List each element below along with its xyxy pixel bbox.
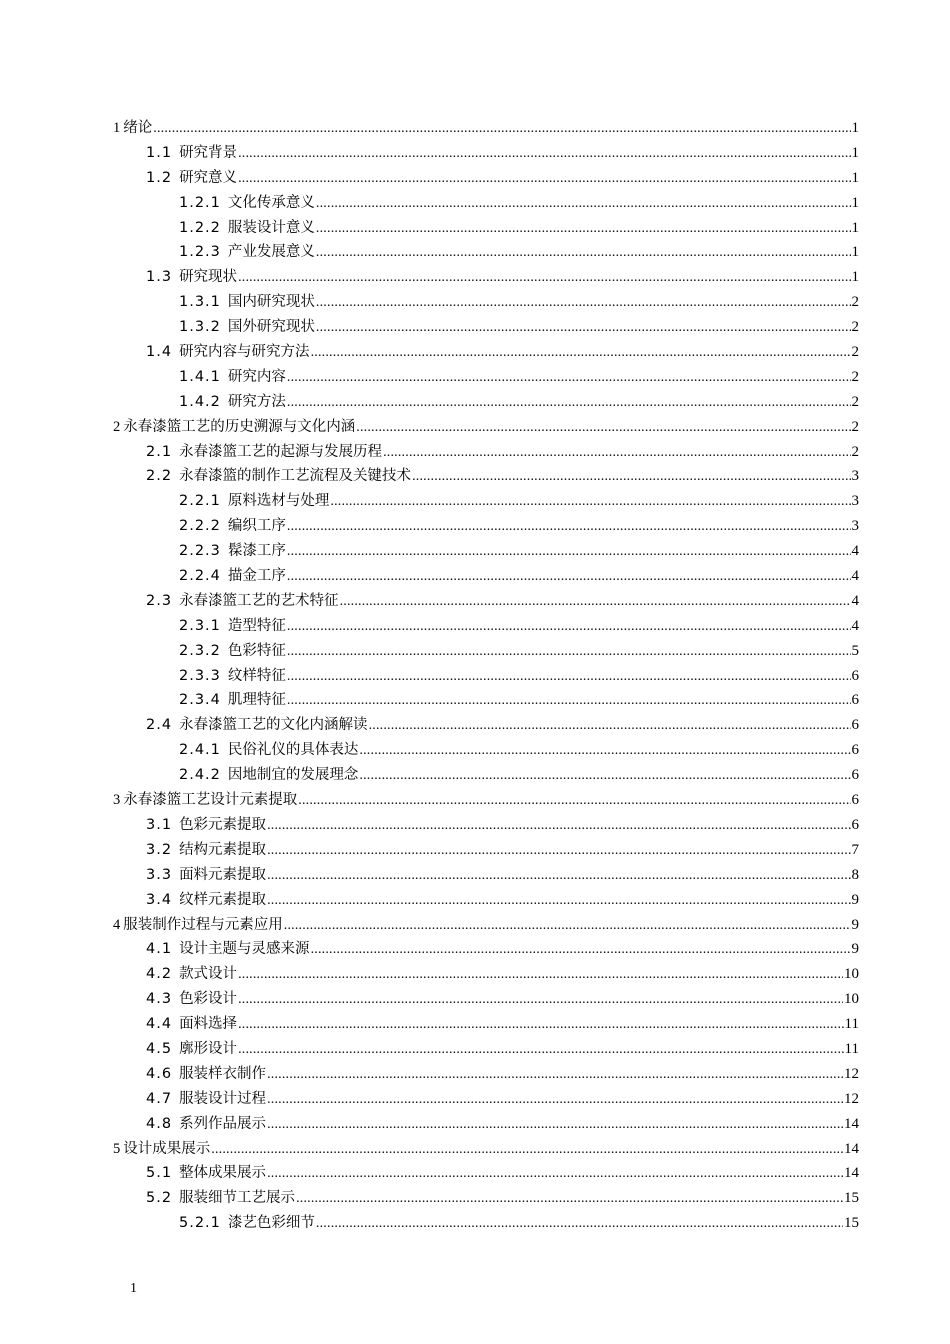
toc-entry-title: 研究背景	[179, 144, 238, 161]
toc-entry-label	[179, 763, 358, 788]
toc-entry-label	[146, 340, 310, 365]
toc-entry-number: 4.8	[146, 1115, 173, 1132]
toc-entry-number: 3.1	[146, 816, 173, 833]
toc-entry-title: 民俗礼仪的具体表达	[227, 742, 359, 759]
toc-entry-label	[179, 240, 315, 265]
toc-entry-label	[146, 863, 266, 888]
toc-dot-leader	[238, 1012, 843, 1038]
toc-dot-leader	[267, 863, 850, 889]
toc-entry-page: 2	[851, 393, 859, 410]
toc-entry-label	[113, 1137, 210, 1162]
toc-dot-leader	[316, 191, 851, 217]
toc-entry-label	[179, 539, 286, 564]
toc-entry-number: 2.2.4	[179, 568, 221, 585]
toc-entry-page: 6	[851, 792, 859, 809]
toc-dot-leader	[153, 116, 850, 142]
toc-dot-leader	[238, 1037, 843, 1063]
toc-dot-leader	[316, 240, 851, 266]
toc-entry-number: 4.7	[146, 1090, 173, 1107]
toc-dot-leader	[330, 489, 850, 515]
toc-entry[interactable]	[113, 1112, 859, 1137]
toc-entry-label	[146, 838, 266, 863]
page-number: 1	[130, 1281, 137, 1296]
toc-entry[interactable]	[113, 365, 859, 390]
toc-entry-number: 1.3.1	[179, 294, 221, 311]
toc-entry-page: 15	[844, 1215, 859, 1232]
toc-entry[interactable]	[113, 464, 859, 489]
toc-entry-label	[146, 589, 339, 614]
toc-entry[interactable]	[113, 216, 859, 241]
toc-dot-leader	[287, 639, 851, 665]
toc-entry-number: 2.3.3	[179, 667, 221, 684]
toc-entry-number: 5.1	[146, 1165, 173, 1182]
toc-entry[interactable]	[113, 763, 859, 788]
toc-entry[interactable]	[113, 1062, 859, 1087]
toc-entry[interactable]	[113, 415, 859, 440]
toc-dot-leader	[356, 415, 850, 441]
toc-entry-title: 面料选择	[179, 1016, 238, 1033]
toc-entry[interactable]	[113, 191, 859, 216]
toc-entry[interactable]	[113, 838, 859, 863]
toc-entry-page: 6	[851, 742, 859, 759]
toc-entry-title: 色彩元素提取	[179, 816, 267, 833]
toc-entry-number: 3.2	[146, 841, 173, 858]
toc-entry-title: 系列作品展示	[179, 1115, 267, 1132]
toc-entry-page: 1	[851, 120, 859, 136]
toc-dot-leader	[287, 688, 851, 714]
toc-entry-label	[179, 390, 286, 415]
toc-entry-page: 2	[851, 418, 859, 435]
toc-dot-leader	[369, 713, 851, 739]
toc-entry[interactable]	[113, 564, 859, 589]
toc-entry-label	[113, 913, 283, 938]
toc-entry[interactable]	[113, 688, 859, 713]
toc-entry-number: 3.3	[146, 866, 173, 883]
toc-entry-label	[146, 1186, 295, 1211]
toc-entry-title: 色彩设计	[179, 991, 238, 1008]
toc-entry-title: 服装设计过程	[179, 1090, 267, 1107]
toc-dot-leader	[238, 962, 843, 988]
toc-entry-title: 研究内容	[227, 368, 286, 385]
toc-entry-label	[146, 1161, 266, 1186]
toc-dot-leader	[316, 216, 851, 242]
toc-dot-leader	[287, 614, 851, 640]
toc-dot-leader	[238, 265, 850, 291]
toc-entry-title: 编织工序	[227, 518, 286, 535]
toc-entry-page: 14	[844, 1140, 859, 1157]
toc-entry-title: 色彩特征	[227, 642, 286, 659]
toc-entry-number: 2.4.2	[179, 767, 221, 784]
toc-entry-label	[179, 365, 286, 390]
toc-entry-title: 研究方法	[227, 393, 286, 410]
toc-entry-page: 6	[851, 667, 859, 684]
toc-entry[interactable]	[113, 913, 859, 938]
toc-entry-page: 12	[844, 1090, 859, 1107]
toc-entry-label	[146, 166, 237, 191]
toc-entry-label	[179, 1211, 315, 1236]
toc-entry-title: 设计成果展示	[123, 1140, 211, 1157]
toc-entry-page: 9	[851, 941, 859, 958]
toc-entry-number: 2.4	[146, 717, 173, 734]
toc-entry-page: 3	[851, 468, 859, 485]
toc-entry-number: 2.2.3	[179, 543, 221, 560]
toc-entry-label	[146, 962, 237, 987]
toc-entry-label	[113, 415, 355, 440]
toc-entry-number: 4.1	[146, 941, 173, 958]
toc-entry-label	[146, 440, 382, 465]
toc-entry[interactable]	[113, 315, 859, 340]
toc-entry[interactable]	[113, 614, 859, 639]
toc-entry-title: 研究内容与研究方法	[179, 344, 310, 361]
toc-entry-title: 漆艺色彩细节	[227, 1215, 315, 1232]
toc-entry-number: 5.2.1	[179, 1215, 221, 1232]
toc-entry-page: 12	[844, 1065, 859, 1082]
toc-entry[interactable]	[113, 240, 859, 265]
toc-entry-title: 研究意义	[179, 169, 238, 186]
toc-entry[interactable]	[113, 340, 859, 365]
toc-entry[interactable]	[113, 166, 859, 191]
toc-entry-number: 4.6	[146, 1065, 173, 1082]
toc-entry-label	[146, 265, 237, 290]
toc-entry-label	[146, 1062, 266, 1087]
toc-entry-number: 1.2.3	[179, 244, 221, 261]
toc-entry-title: 髹漆工序	[227, 543, 286, 560]
toc-entry-number: 1	[113, 120, 121, 136]
toc-entry-label	[146, 1012, 237, 1037]
toc-entry-number: 2.2.2	[179, 518, 221, 535]
toc-entry-title: 面料元素提取	[179, 866, 267, 883]
toc-entry-page: 11	[844, 1016, 859, 1033]
toc-entry[interactable]	[113, 888, 859, 913]
toc-entry[interactable]	[113, 390, 859, 415]
toc-entry-title: 永春漆篮的制作工艺流程及关键技术	[179, 468, 412, 485]
toc-entry-page: 10	[844, 991, 859, 1008]
toc-entry-label	[179, 738, 358, 763]
toc-dot-leader	[359, 763, 850, 789]
toc-entry[interactable]	[113, 1012, 859, 1037]
toc-entry-label	[179, 688, 286, 713]
toc-entry[interactable]	[113, 514, 859, 539]
toc-dot-leader	[287, 564, 851, 590]
toc-dot-leader	[284, 913, 851, 939]
toc-entry-page: 6	[851, 692, 859, 709]
toc-entry-number: 2.3.4	[179, 692, 221, 709]
toc-dot-leader	[340, 589, 851, 615]
toc-entry-page: 3	[851, 518, 859, 535]
toc-entry-label	[146, 713, 368, 738]
toc-entry-page: 4	[851, 543, 859, 560]
toc-dot-leader	[316, 1211, 843, 1237]
toc-entry[interactable]	[113, 987, 859, 1012]
toc-entry-number: 4	[113, 916, 121, 933]
toc-entry-title: 永春漆篮工艺的艺术特征	[179, 592, 339, 609]
toc-entry-title: 廓形设计	[179, 1040, 238, 1057]
toc-entry-page: 2	[851, 319, 859, 336]
toc-entry-page: 1	[851, 219, 859, 236]
toc-entry[interactable]	[113, 290, 859, 315]
toc-entry-number: 1.2.2	[179, 219, 221, 236]
toc-entry-label	[179, 489, 329, 514]
toc-entry[interactable]	[113, 539, 859, 564]
toc-entry-title: 造型特征	[227, 617, 286, 634]
toc-entry[interactable]	[113, 1137, 859, 1162]
toc-entry-title: 因地制宜的发展理念	[227, 767, 359, 784]
toc-entry-label	[179, 290, 315, 315]
toc-entry-label	[179, 315, 315, 340]
toc-entry-title: 产业发展意义	[227, 244, 315, 261]
toc-entry-title: 服装细节工艺展示	[179, 1190, 296, 1207]
table-of-contents	[113, 116, 859, 1236]
toc-entry-label	[146, 1037, 237, 1062]
toc-entry-number: 2.2	[146, 468, 173, 485]
toc-entry-label	[179, 514, 286, 539]
toc-entry-page: 6	[851, 767, 859, 784]
toc-entry-label	[146, 987, 237, 1012]
toc-entry-page: 2	[851, 294, 859, 311]
toc-entry-page: 11	[844, 1040, 859, 1057]
toc-entry[interactable]	[113, 962, 859, 987]
toc-entry[interactable]	[113, 1087, 859, 1112]
toc-entry[interactable]	[113, 265, 859, 290]
toc-entry-number: 1.1	[146, 144, 173, 161]
toc-dot-leader	[287, 664, 851, 690]
toc-entry-page: 5	[851, 642, 859, 659]
toc-entry-number: 1.3	[146, 269, 173, 286]
toc-dot-leader	[287, 539, 851, 565]
toc-dot-leader	[267, 813, 850, 839]
toc-entry-number: 2.4.1	[179, 742, 221, 759]
toc-entry[interactable]	[113, 738, 859, 763]
toc-entry-number: 4.2	[146, 966, 173, 983]
toc-entry-number: 3	[113, 792, 121, 809]
toc-entry[interactable]	[113, 440, 859, 465]
toc-entry-title: 结构元素提取	[179, 841, 267, 858]
toc-entry-page: 6	[851, 816, 859, 833]
toc-entry-page: 2	[851, 443, 859, 460]
toc-entry-label	[179, 564, 286, 589]
toc-entry-label	[146, 1112, 266, 1137]
toc-entry[interactable]	[113, 713, 859, 738]
toc-entry-label	[179, 191, 315, 216]
toc-entry-page: 2	[851, 368, 859, 385]
toc-entry-page: 14	[844, 1115, 859, 1132]
toc-dot-leader	[267, 1161, 843, 1187]
toc-dot-leader	[267, 838, 850, 864]
toc-dot-leader	[383, 440, 850, 466]
toc-entry[interactable]	[113, 863, 859, 888]
toc-entry-label	[179, 614, 286, 639]
toc-entry-page: 15	[844, 1190, 859, 1207]
toc-entry-page: 4	[851, 617, 859, 634]
toc-dot-leader	[359, 738, 850, 764]
toc-entry-number: 1.4	[146, 344, 173, 361]
toc-entry-title: 服装设计意义	[227, 219, 315, 236]
toc-entry-page: 10	[844, 966, 859, 983]
toc-entry-page: 4	[851, 568, 859, 585]
toc-entry[interactable]	[113, 1211, 859, 1236]
toc-dot-leader	[287, 514, 851, 540]
toc-dot-leader	[311, 340, 851, 366]
toc-entry[interactable]	[113, 1037, 859, 1062]
toc-entry-title: 纹样元素提取	[179, 891, 267, 908]
toc-dot-leader	[296, 1186, 843, 1212]
toc-entry-title: 款式设计	[179, 966, 238, 983]
toc-entry[interactable]	[113, 937, 859, 962]
toc-entry-number: 1.2	[146, 169, 173, 186]
toc-dot-leader	[267, 1112, 843, 1138]
toc-dot-leader	[267, 1087, 843, 1113]
toc-entry[interactable]	[113, 1161, 859, 1186]
toc-entry-title: 永春漆篮工艺的文化内涵解读	[179, 717, 368, 734]
toc-entry-label	[146, 141, 237, 166]
toc-dot-leader	[311, 937, 851, 963]
toc-entry-title: 国外研究现状	[227, 319, 315, 336]
toc-entry-number: 1.4.1	[179, 368, 221, 385]
toc-entry-page: 8	[851, 866, 859, 883]
toc-entry-number: 1.2.1	[179, 194, 221, 211]
toc-entry-page: 1	[851, 144, 859, 161]
toc-dot-leader	[298, 788, 850, 814]
toc-entry-page: 1	[851, 194, 859, 211]
toc-entry[interactable]	[113, 116, 859, 141]
toc-entry-title: 绪论	[123, 120, 153, 136]
toc-entry-title: 描金工序	[227, 568, 286, 585]
toc-dot-leader	[267, 888, 850, 914]
toc-entry-title: 国内研究现状	[227, 294, 315, 311]
toc-entry-number: 2.3	[146, 592, 173, 609]
toc-entry-number: 2	[113, 418, 121, 435]
toc-dot-leader	[287, 390, 851, 416]
toc-entry[interactable]	[113, 589, 859, 614]
toc-entry[interactable]	[113, 813, 859, 838]
toc-entry-number: 2.3.2	[179, 642, 221, 659]
toc-entry-title: 永春漆篮工艺的历史溯源与文化内涵	[123, 418, 356, 435]
toc-entry-title: 研究现状	[179, 269, 238, 286]
toc-entry-number: 2.2.1	[179, 493, 221, 510]
toc-entry-number: 4.4	[146, 1016, 173, 1033]
toc-entry[interactable]	[113, 1186, 859, 1211]
toc-entry-label	[146, 937, 310, 962]
toc-entry-label	[146, 888, 266, 913]
toc-entry-label	[113, 116, 152, 141]
toc-entry-number: 4.5	[146, 1040, 173, 1057]
toc-entry-title: 文化传承意义	[227, 194, 315, 211]
toc-entry-page: 1	[851, 169, 859, 186]
toc-dot-leader	[238, 141, 850, 167]
toc-entry-title: 肌理特征	[227, 692, 286, 709]
toc-entry-label	[113, 788, 297, 813]
toc-entry-title: 永春漆篮工艺的起源与发展历程	[179, 443, 383, 460]
toc-entry[interactable]	[113, 489, 859, 514]
toc-dot-leader	[316, 315, 851, 341]
toc-entry[interactable]	[113, 639, 859, 664]
toc-entry-label	[146, 464, 411, 489]
toc-dot-leader	[238, 166, 850, 192]
toc-entry[interactable]	[113, 664, 859, 689]
toc-dot-leader	[412, 464, 850, 490]
toc-entry[interactable]	[113, 788, 859, 813]
toc-dot-leader	[267, 1062, 843, 1088]
toc-dot-leader	[211, 1137, 843, 1163]
toc-entry-title: 整体成果展示	[179, 1165, 267, 1182]
toc-entry-label	[179, 216, 315, 241]
toc-entry-page: 2	[851, 344, 859, 361]
toc-entry-page: 1	[851, 244, 859, 261]
toc-entry-page: 9	[851, 891, 859, 908]
toc-entry-number: 5	[113, 1140, 121, 1157]
toc-entry-title: 服装样衣制作	[179, 1065, 267, 1082]
toc-entry-number: 5.2	[146, 1190, 173, 1207]
toc-entry-page: 3	[851, 493, 859, 510]
toc-entry-title: 原料选材与处理	[227, 493, 330, 510]
toc-entry-page: 4	[851, 592, 859, 609]
toc-dot-leader	[238, 987, 843, 1013]
toc-entry-number: 1.3.2	[179, 319, 221, 336]
toc-entry-title: 永春漆篮工艺设计元素提取	[123, 792, 298, 809]
toc-entry-number: 2.3.1	[179, 617, 221, 634]
toc-entry-number: 3.4	[146, 891, 173, 908]
toc-entry[interactable]	[113, 141, 859, 166]
toc-entry-label	[146, 1087, 266, 1112]
toc-entry-page: 1	[851, 269, 859, 286]
toc-entry-number: 4.3	[146, 991, 173, 1008]
toc-dot-leader	[316, 290, 851, 316]
toc-entry-number: 1.4.2	[179, 393, 221, 410]
toc-entry-title: 服装制作过程与元素应用	[123, 916, 283, 933]
toc-entry-number: 2.1	[146, 443, 173, 460]
toc-entry-page: 6	[851, 717, 859, 734]
toc-entry-label	[146, 813, 266, 838]
toc-entry-page: 14	[844, 1165, 859, 1182]
toc-entry-label	[179, 639, 286, 664]
toc-entry-page: 9	[851, 916, 859, 933]
toc-dot-leader	[287, 365, 851, 391]
toc-entry-page: 7	[851, 841, 859, 858]
toc-entry-label	[179, 664, 286, 689]
toc-entry-title: 纹样特征	[227, 667, 286, 684]
toc-entry-title: 设计主题与灵感来源	[179, 941, 310, 958]
